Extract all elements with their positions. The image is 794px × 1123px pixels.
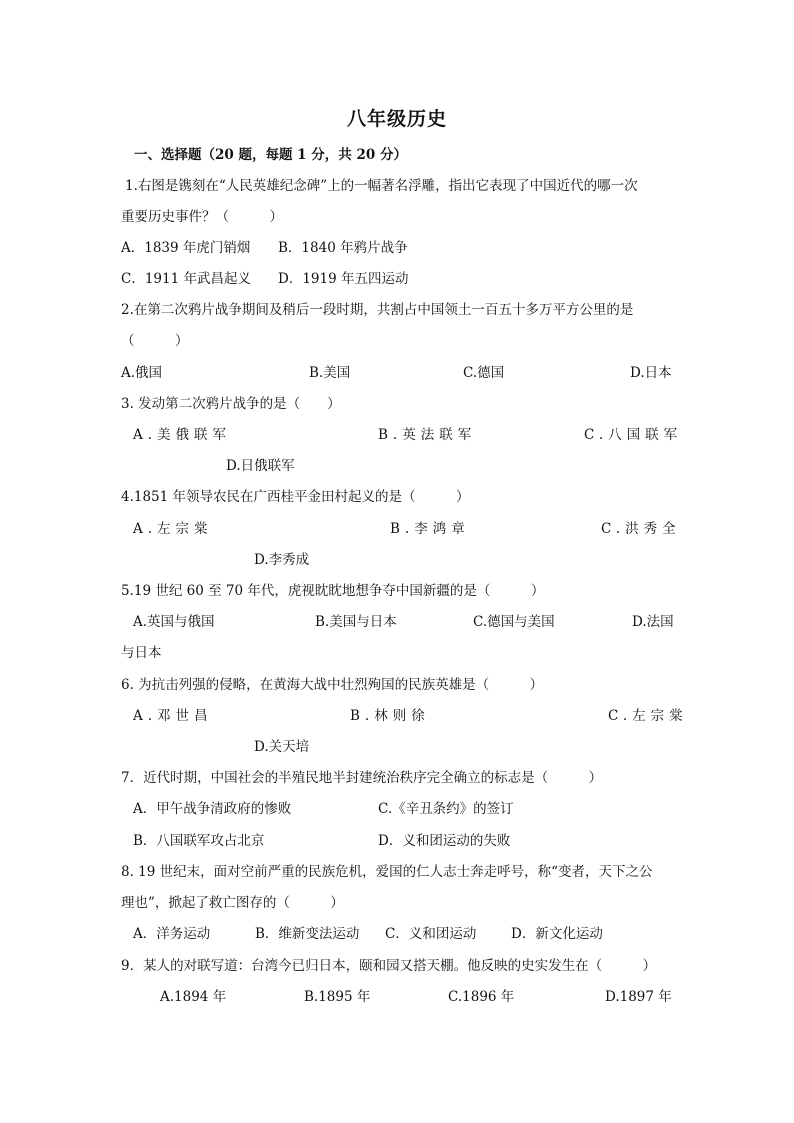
question-8-stem-line-2: 理也”，掀起了救亡图存的（ ）: [121, 895, 344, 911]
question-8-option-a: A．洋务运动: [133, 926, 211, 942]
question-2-stem-line-1: 2.在第二次鸦片战争期间及稍后一段时期，共割占中国领土一百五十多万平方公里的是: [121, 302, 634, 318]
question-1-option-a: A．1839 年虎门销烟: [121, 240, 251, 256]
question-6-option-a: A.邓世昌: [133, 708, 213, 724]
question-6-option-d: D.关天培: [254, 739, 310, 755]
question-1-stem-line-2: 重要历史事件？（ ）: [121, 209, 283, 225]
question-1-option-d: D．1919 年五四运动: [278, 271, 409, 287]
question-6-stem: 6. 为抗击列强的侵略，在黄海大战中壮烈殉国的民族英雄是（ ）: [121, 677, 544, 693]
question-5-option-b: B.美国与日本: [315, 614, 397, 630]
question-1-stem-line-1: 1.右图是镌刻在“人民英雄纪念碑”上的一幅著名浮雕，指出它表现了中国近代的哪一次: [125, 178, 638, 194]
question-3-option-a: A.美俄联军: [133, 427, 232, 443]
question-5-option-c: C.德国与美国: [473, 614, 555, 630]
question-8-option-c: C．义和团运动: [385, 926, 477, 942]
question-6-option-c: C.左宗棠: [608, 708, 688, 724]
question-9-stem: 9．某人的对联写道：台湾今已归日本，颐和园又搭天棚。他反映的史实发生在（ ）: [121, 958, 657, 974]
question-1-option-c: C．1911 年武昌起义: [121, 271, 251, 287]
page-title: 八年级历史: [346, 108, 447, 130]
question-8-option-b: B．维新变法运动: [255, 926, 360, 942]
question-4-stem: 4.1851 年领导农民在广西桂平金田村起义的是（ ）: [121, 489, 470, 505]
section-header: 一、选择题（20 题，每题 1 分，共 20 分）: [134, 147, 407, 163]
question-7-option-b: B．八国联军攻占北京: [133, 833, 265, 849]
question-7-option-c: C.《辛丑条约》的签订: [378, 801, 514, 817]
question-8-option-d: D．新文化运动: [511, 926, 603, 942]
question-9-option-b: B.1895 年: [304, 989, 371, 1005]
question-2-option-d: D.日本: [630, 365, 672, 381]
question-2-option-a: A.俄国: [121, 365, 163, 381]
question-5-stem: 5.19 世纪 60 至 70 年代，虎视眈眈地想争夺中国新疆的是（ ）: [121, 583, 545, 599]
question-7-option-a: A．甲午战争清政府的惨败: [133, 801, 292, 817]
question-5-option-d: D.法国: [632, 614, 674, 630]
question-2-stem-line-2: （ ）: [121, 333, 189, 349]
question-3-option-b: B.英法联军: [378, 427, 477, 443]
question-3-option-d: D.日俄联军: [226, 458, 295, 474]
question-6-option-b: B.林则徐: [350, 708, 430, 724]
question-7-stem: 7．近代时期，中国社会的半殖民地半封建统治秩序完全确立的标志是（ ）: [121, 770, 603, 786]
question-5-option-d-wrap: 与日本: [121, 645, 162, 661]
question-4-option-c: C.洪秀全: [601, 521, 681, 537]
question-4-option-a: A.左宗棠: [133, 521, 213, 537]
question-3-stem: 3. 发动第二次鸦片战争的是（ ）: [121, 396, 341, 412]
question-9-option-d: D.1897 年: [605, 989, 672, 1005]
question-7-option-d: D．义和团运动的失败: [378, 833, 511, 849]
question-8-stem-line-1: 8. 19 世纪末，面对空前严重的民族危机，爱国的仁人志士奔走呼号，称“变者，天下之公: [121, 864, 653, 880]
question-1-option-b: B．1840 年鸦片战争: [278, 240, 408, 256]
question-4-option-b: B.李鸿章: [390, 521, 470, 537]
question-3-option-c: C.八国联军: [584, 427, 683, 443]
question-5-option-a: A.英国与俄国: [133, 614, 215, 630]
question-4-option-d: D.李秀成: [254, 552, 310, 568]
question-9-option-a: A.1894 年: [160, 989, 227, 1005]
question-2-option-b: B.美国: [309, 365, 351, 381]
question-9-option-c: C.1896 年: [448, 989, 515, 1005]
question-2-option-c: C.德国: [463, 365, 505, 381]
